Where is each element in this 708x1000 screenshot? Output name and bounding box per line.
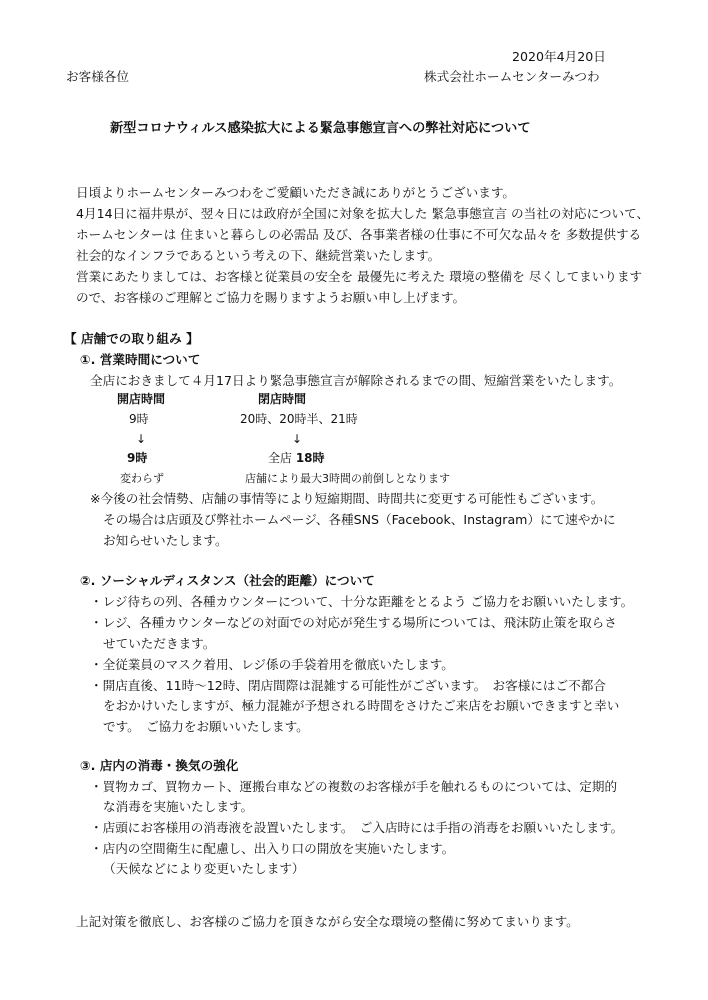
open-time-after: 9時 bbox=[127, 451, 148, 465]
close-time-after-value: 18時 bbox=[295, 451, 325, 465]
intro-line: ので、お客様のご理解とご協力を賜りますようお願い申し上げます。 bbox=[76, 290, 466, 305]
section-line: ・全従業員のマスク着用、レジ係の手袋着用を徹底いたします。 bbox=[90, 657, 454, 672]
open-time-label: 開店時間 bbox=[117, 392, 166, 406]
section-line: な消毒を実施いたします。 bbox=[103, 799, 254, 814]
section-line: ・買物カゴ、買物カート、運搬台車などの複数のお客様が手を触れるものについては、定期的 bbox=[90, 779, 618, 794]
section-line: です。 ご協力をお願いいたします。 bbox=[103, 719, 309, 734]
intro-line: 社会的なインフラであるという考えの下、継続営業いたします。 bbox=[76, 248, 441, 263]
section-line: ・店頭にお客様用の消毒液を設置いたします。 ご入店時には手指の消毒をお願いいたします。 bbox=[90, 820, 624, 835]
section-note-line: その場合は店頭及び弊社ホームページ、各種SNS（Facebook、Instagram）にて速やかに bbox=[103, 512, 616, 527]
section-heading: ③. 店内の消毒・換気の強化 bbox=[80, 758, 239, 773]
section-heading: ②. ソーシャルディスタンス（社会的距離）について bbox=[80, 573, 375, 588]
close-time-before: 20時、20時半、21時 bbox=[240, 412, 358, 426]
section-line: （天候などにより変更いたします） bbox=[103, 861, 305, 876]
section-line: ・店内の空間衛生に配慮し、出入り口の開放を実施いたします。 bbox=[90, 841, 455, 856]
document-date: 2020年4月20日 bbox=[512, 49, 606, 64]
company-name: 株式会社ホームセンターみつわ bbox=[424, 69, 600, 84]
closing-statement: 上記対策を徹底し、お客様のご協力を頂きながら安全な環境の整備に努めてまいります。 bbox=[76, 914, 579, 929]
section-line: ・レジ、各種カウンターなどの対面での対応が発生する場所については、飛沫防止策を取らさ bbox=[90, 615, 617, 630]
open-time-before: 9時 bbox=[129, 412, 149, 426]
section-line: ・開店直後、11時～12時、閉店間際は混雑する可能性がございます。 お客様にはご不都合 bbox=[90, 678, 606, 693]
section-line: をおかけいたしますが、極力混雑が予想される時間をさけたご来店をお願いできますと幸い bbox=[103, 698, 620, 713]
intro-line: 4月14日に福井県が、翌々日には政府が全国に対象を拡大した 緊急事態宣言 の当社の対応について、 bbox=[76, 206, 650, 221]
section-note-line: お知らせいたします。 bbox=[103, 533, 228, 548]
intro-line: ホームセンターは 住まいと暮らしの必需品 及び、各事業者様の仕事に不可欠な品々を 多数提供する bbox=[76, 227, 642, 242]
open-time-note: 変わらず bbox=[120, 472, 164, 485]
section-note-line: ※今後の社会情勢、店舗の事情等により短縮期間、時間共に変更する可能性もございます。 bbox=[90, 491, 604, 506]
store-measures-heading: 【 店舗での取り組み 】 bbox=[64, 331, 199, 346]
recipient-line: お客様各位 bbox=[66, 69, 129, 84]
section-heading: ①. 営業時間について bbox=[80, 352, 201, 367]
close-time-after bbox=[268, 452, 325, 464]
section-line: せていただきます。 bbox=[103, 636, 216, 651]
close-time-label: 閉店時間 bbox=[258, 392, 307, 406]
close-time-note: 店舗により最大3時間の前倒しとなります bbox=[245, 472, 450, 485]
arrow-down-icon: ↓ bbox=[292, 432, 303, 446]
intro-line: 日頃よりホームセンターみつわをご愛顧いただき誠にありがとうございます。 bbox=[76, 185, 516, 200]
section-line: ・レジ待ちの列、各種カウンターについて、十分な距離をとるよう ご協力をお願いいたします。 bbox=[90, 594, 634, 609]
intro-line: 営業にあたりましては、お客様と従業員の安全を 最優先に考えた 環境の整備を 尽くしてまいります bbox=[76, 269, 643, 284]
close-time-after-prefix: 全店 bbox=[268, 451, 296, 465]
document-title: 新型コロナウィルス感染拡大による緊急事態宣言への弊社対応について bbox=[110, 121, 531, 136]
section-text: 全店におきまして４月17日より緊急事態宣言が解除されるまでの間、短縮営業をいたします。 bbox=[90, 373, 622, 388]
arrow-down-icon: ↓ bbox=[136, 432, 147, 446]
